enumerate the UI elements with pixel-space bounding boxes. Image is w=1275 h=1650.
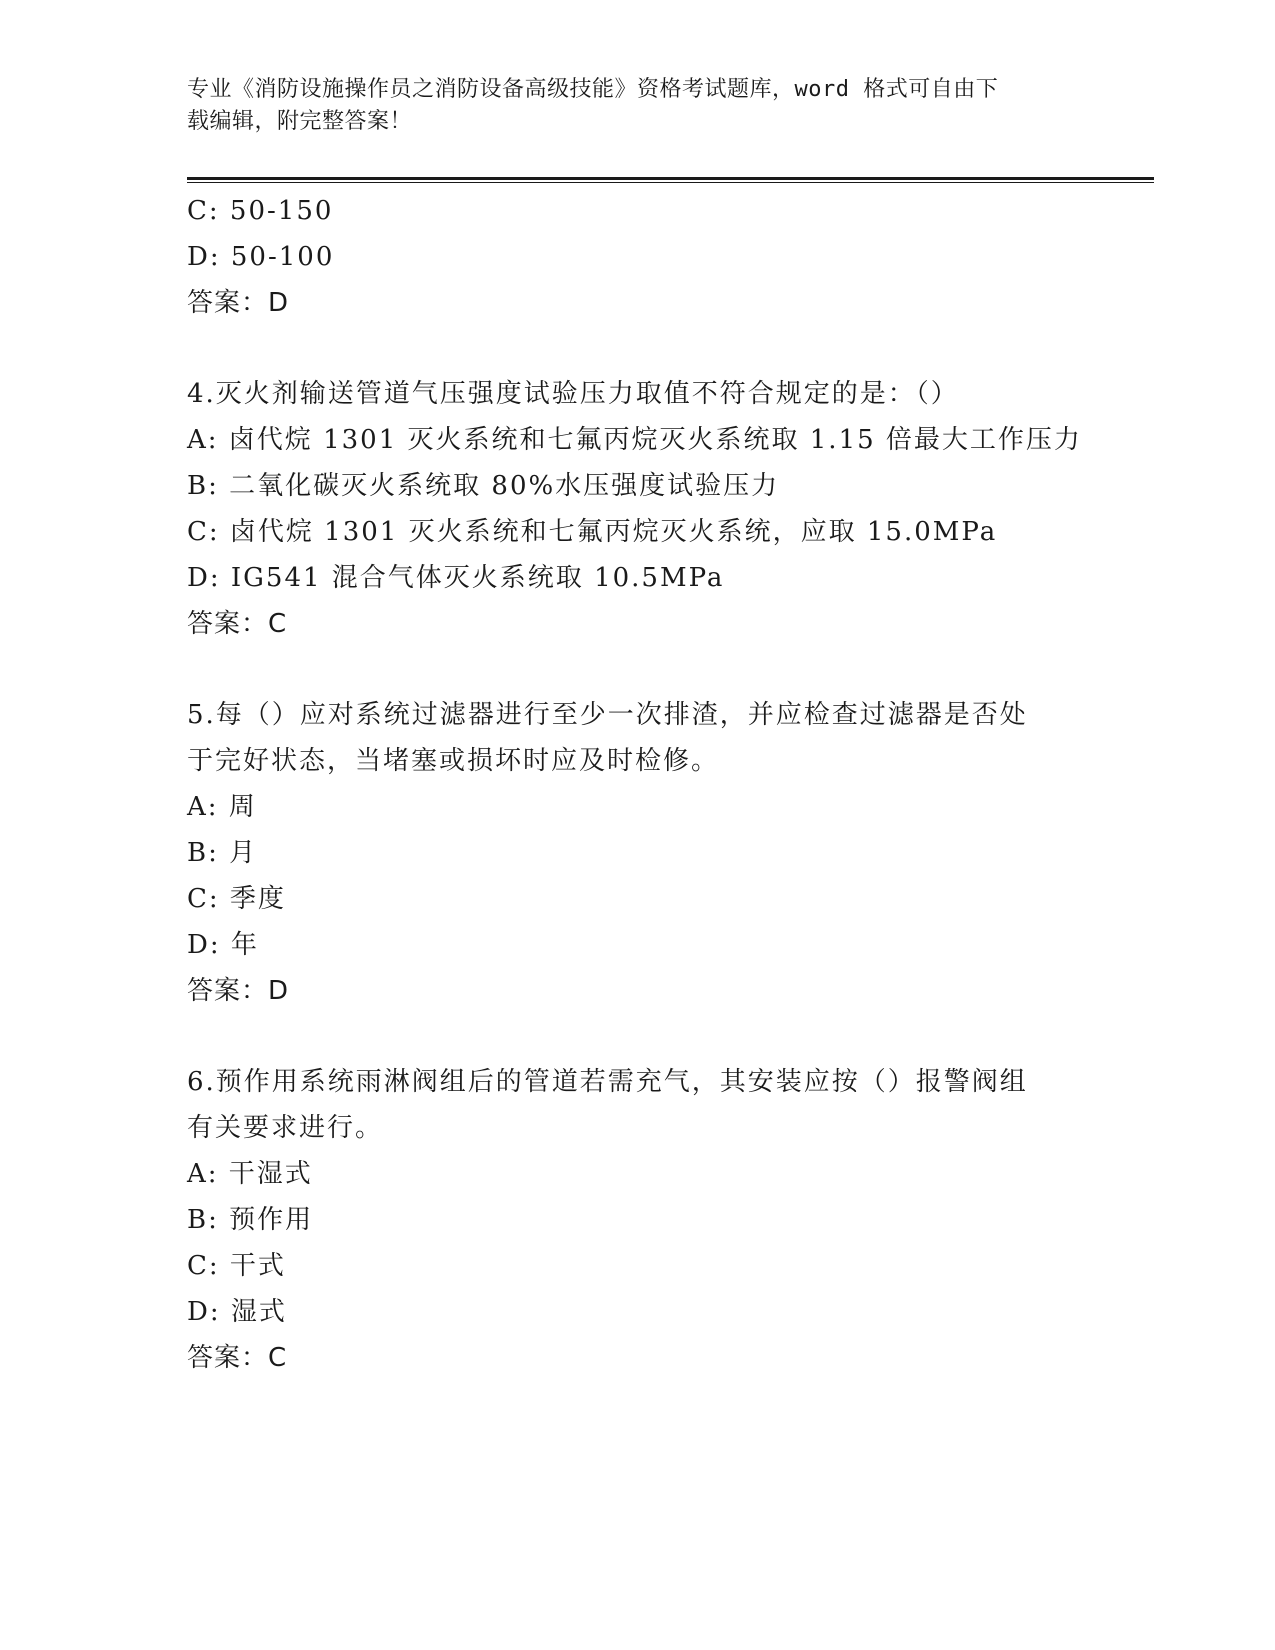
option-d: D: 年 (187, 930, 259, 960)
spacer (187, 326, 1087, 371)
question-stem: 4.灭火剂输送管道气压强度试验压力取值不符合规定的是：（） (187, 379, 959, 409)
question-5 (187, 692, 1087, 1014)
option-b: B: 二氧化碳灭火系统取 80%水压强度试验压力 (187, 471, 780, 501)
question-stem-continued: 于完好状态，当堵塞或损坏时应及时检修。 (187, 746, 720, 776)
option-d: D: IG541 混合气体灭火系统取 10.5MPa (187, 563, 725, 593)
answer-line: 答案：D (187, 288, 290, 318)
option-c: C: 干式 (187, 1251, 286, 1281)
option-c: C: 卤代烷 1301 灭火系统和七氟丙烷灭火系统，应取 15.0MPa (187, 517, 998, 547)
question-4 (187, 371, 1087, 647)
answer-line: 答案：D (187, 976, 290, 1006)
option-b: B: 预作用 (187, 1205, 314, 1235)
header-divider-thin (187, 182, 1154, 183)
option-b: B: 月 (187, 838, 258, 868)
header-line-1: 专业《消防设施操作员之消防设备高级技能》资格考试题库，word 格式可自由下 (187, 77, 999, 102)
option-a: A: 卤代烷 1301 灭火系统和七氟丙烷灭火系统取 1.15 倍最大工作压力 (187, 425, 1082, 455)
header-line-2: 载编辑，附完整答案！ (187, 109, 413, 134)
answer-line: 答案：C (187, 1343, 288, 1373)
question-stem: 6.预作用系统雨淋阀组后的管道若需充气，其安装应按（）报警阀组 (187, 1067, 1028, 1097)
document-header (187, 74, 1087, 138)
spacer (187, 647, 1087, 692)
option-c: C: 50-150 (187, 196, 334, 226)
option-d: D: 湿式 (187, 1297, 287, 1327)
question-6 (187, 1059, 1087, 1381)
document-body (187, 188, 1087, 1381)
header-divider-thick (187, 177, 1154, 180)
answer-line: 答案：C (187, 609, 288, 639)
option-a: A: 干湿式 (187, 1159, 313, 1189)
option-c: C: 季度 (187, 884, 286, 914)
question-stem-continued: 有关要求进行。 (187, 1113, 384, 1143)
option-a: A: 周 (187, 792, 257, 822)
option-d: D: 50-100 (187, 242, 335, 272)
question-fragment (187, 188, 1087, 326)
question-stem: 5.每（）应对系统过滤器进行至少一次排渣，并应检查过滤器是否处 (187, 700, 1028, 730)
spacer (187, 1014, 1087, 1059)
